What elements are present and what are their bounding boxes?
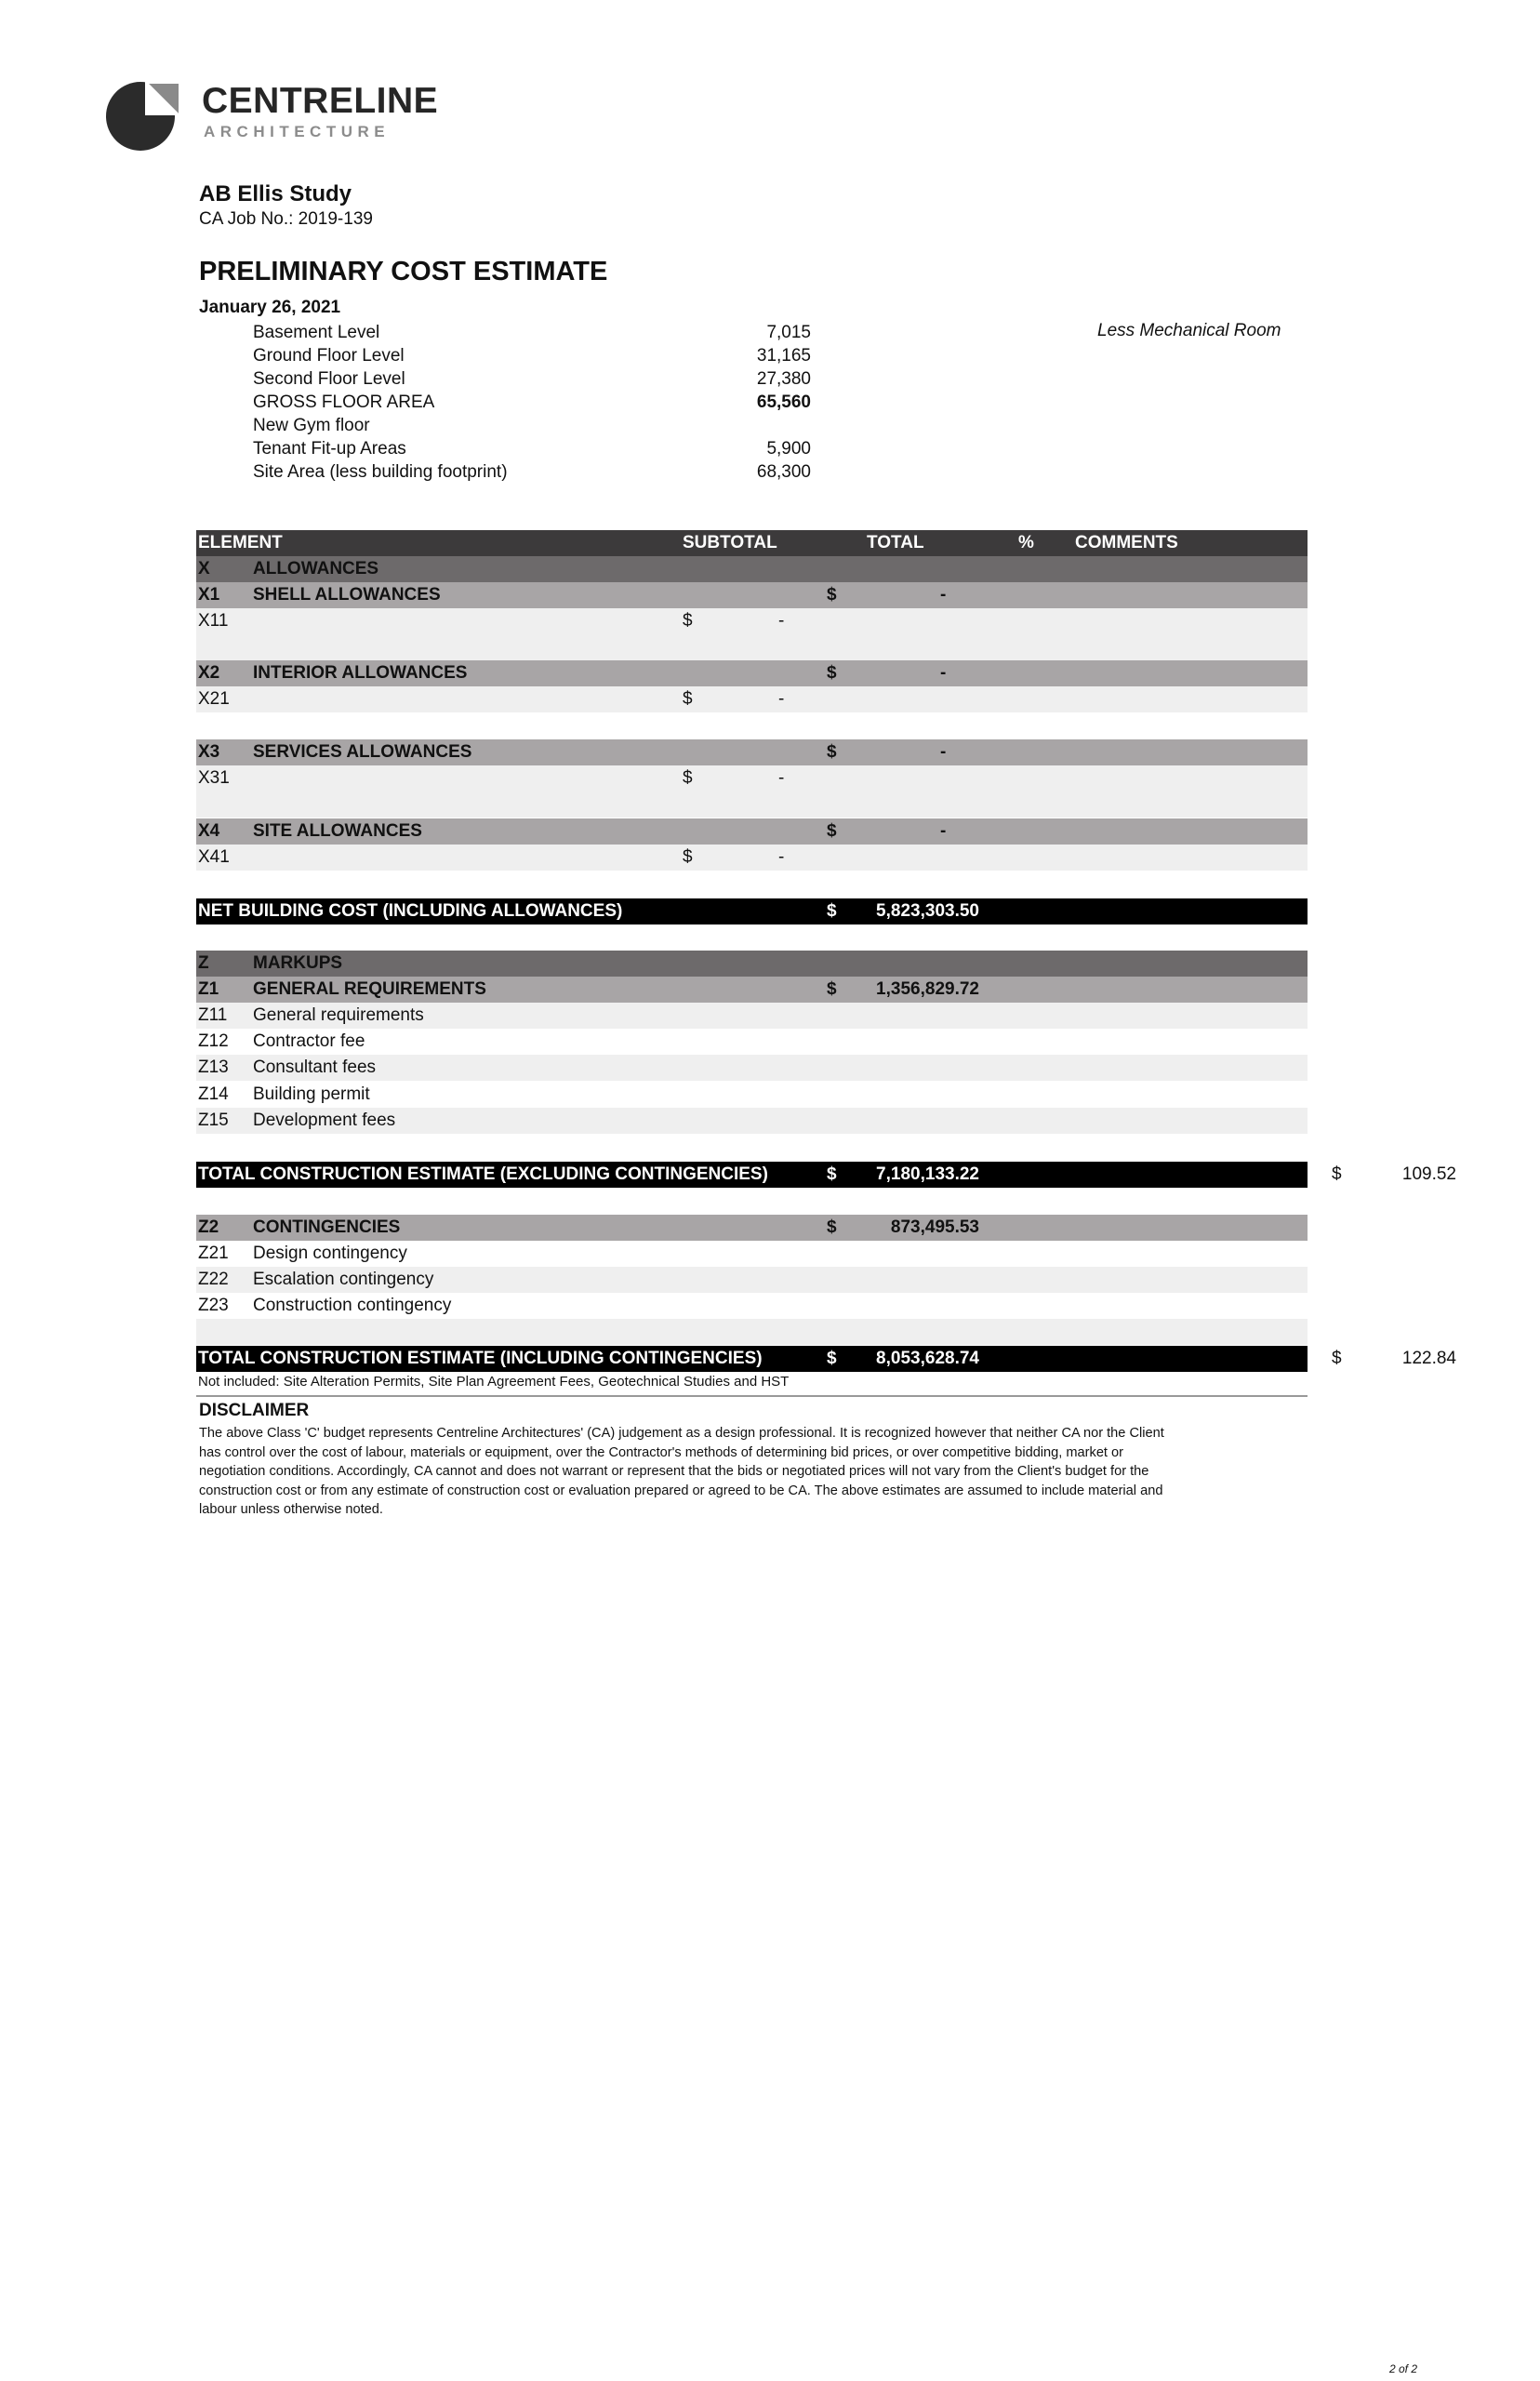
project-name: AB Ellis Study [199,181,352,206]
section-row [196,951,1308,977]
row-label: TOTAL CONSTRUCTION ESTIMATE (INCLUDING CONTINGENCIES) [198,1349,763,1368]
row-code: Z22 [198,1270,229,1289]
estimate-date: January 26, 2021 [199,298,341,317]
row-code: Z2 [198,1217,219,1237]
row-subtotal: - [778,611,785,631]
job-number: CA Job No.: 2019-139 [199,209,373,229]
header-percent: % [1018,533,1034,552]
row-name: Design contingency [253,1244,407,1263]
row-label: NET BUILDING COST (INCLUDING ALLOWANCES) [198,901,623,921]
area-note: Less Mechanical Room [1097,321,1281,340]
table-row [196,765,1308,791]
area-row [253,321,811,344]
row-name: General requirements [253,1005,424,1025]
table-row [196,1055,1308,1081]
area-row [253,414,811,437]
row-code: X41 [198,847,230,867]
row-name: SERVICES ALLOWANCES [253,742,472,762]
row-name: Development fees [253,1111,396,1130]
table-row [196,608,1308,634]
table-header [196,530,1308,556]
row-name: SHELL ALLOWANCES [253,585,441,605]
row-name: Construction contingency [253,1296,452,1315]
row-dollar: $ [827,663,837,683]
row-subtotal-dollar: $ [683,611,693,631]
row-code: Z11 [198,1005,228,1025]
area-label: New Gym floor [253,416,370,435]
row-code: Z21 [198,1244,229,1263]
table-row [196,1003,1308,1029]
row-name: Contractor fee [253,1031,365,1051]
table-row [196,1029,1308,1055]
area-value: 5,900 [766,439,811,459]
centreline-logo-icon [104,82,180,151]
row-code: X31 [198,768,230,788]
row-subtotal-dollar: $ [683,847,693,867]
row-label: TOTAL CONSTRUCTION ESTIMATE (EXCLUDING CONTINGENCIES) [198,1164,768,1184]
row-name: Consultant fees [253,1057,377,1077]
area-row [253,460,811,484]
area-label: Ground Floor Level [253,346,405,366]
cost-per-area-value: 122.84 [1401,1349,1456,1368]
row-subtotal-dollar: $ [683,689,693,709]
header-total: TOTAL [867,533,924,552]
row-code: X2 [198,663,220,683]
row-total: - [940,742,947,762]
total-excluding-contingencies-row [196,1162,1308,1188]
row-subtotal: - [778,768,785,788]
subsection-row [196,1215,1308,1241]
area-row [253,344,811,367]
table-row [196,1241,1308,1267]
header-comments: COMMENTS [1075,533,1178,552]
row-code: Z12 [198,1031,229,1051]
area-row [253,367,811,391]
area-value: 31,165 [756,346,811,366]
subsection-row [196,739,1308,765]
header-subtotal: SUBTOTAL [683,533,777,552]
row-total: - [940,663,947,683]
row-code: Z13 [198,1057,229,1077]
row-name: Escalation contingency [253,1270,434,1289]
area-label: Basement Level [253,323,380,342]
row-dollar: $ [827,821,837,841]
total-including-contingencies-row [196,1346,1308,1372]
row-subtotal: - [778,847,785,867]
row-code: Z14 [198,1084,229,1104]
logo-subtitle: ARCHITECTURE [204,123,391,140]
disclaimer-line: labour unless otherwise noted. [199,1502,383,1518]
row-subtotal: - [778,689,785,709]
row-name: GENERAL REQUIREMENTS [253,979,486,999]
table-row [196,845,1308,871]
cost-per-area-dollar: $ [1332,1349,1342,1368]
row-total: 873,495.53 [890,1217,979,1237]
row-name: CONTINGENCIES [253,1217,401,1237]
row-code: X1 [198,585,220,605]
area-value: 7,015 [766,323,811,342]
area-label: Second Floor Level [253,369,405,389]
spacer-row [196,634,1308,660]
table-row [196,686,1308,712]
net-building-cost-row [196,898,1308,924]
disclaimer-title: DISCLAIMER [199,1401,310,1420]
table-row [196,1108,1308,1134]
disclaimer-line: negotiation conditions. Accordingly, CA cannot and does not warrant or represent that the bids or negotiated prices will not vary from the Client's budget for the [199,1464,1149,1480]
row-total: - [940,585,947,605]
cost-per-area-value: 109.52 [1401,1164,1456,1184]
spacer-row [196,1319,1308,1345]
row-dollar: $ [827,979,837,999]
row-code: Z23 [198,1296,229,1315]
row-total: 5,823,303.50 [876,901,979,921]
row-name: INTERIOR ALLOWANCES [253,663,468,683]
row-code: X3 [198,742,220,762]
disclaimer-line: construction cost or from any estimate of construction cost or evaluation prepared or agreed to be CA. The above estimates are assumed to include material and [199,1483,1163,1498]
row-code: X21 [198,689,230,709]
cost-per-area-dollar: $ [1332,1164,1342,1184]
subsection-row [196,818,1308,845]
logo-wordmark: CENTRELINE [202,81,439,121]
area-label: Site Area (less building footprint) [253,462,508,482]
area-label: GROSS FLOOR AREA [253,392,435,412]
row-total: - [940,821,947,841]
disclaimer-line: has control over the cost of labour, materials or equipment, over the Contractor's methods of determining bid prices, or over competitive bidding, market or [199,1444,1124,1460]
row-dollar: $ [827,1217,837,1237]
area-value: 68,300 [756,462,811,482]
row-name: Building permit [253,1084,370,1104]
row-code: X4 [198,821,220,841]
subsection-row [196,660,1308,686]
area-row [253,437,811,460]
row-total: 1,356,829.72 [876,979,979,999]
row-dollar: $ [827,742,837,762]
page-number: 2 of 2 [1389,2362,1418,2375]
table-row [196,1082,1308,1108]
disclaimer-body [199,1424,1306,1520]
row-code: X [198,559,210,579]
row-dollar: $ [827,1349,837,1368]
document-title: PRELIMINARY COST ESTIMATE [199,257,608,286]
row-dollar: $ [827,901,837,921]
header-element: ELEMENT [198,533,283,552]
row-name: ALLOWANCES [253,559,379,579]
row-name: SITE ALLOWANCES [253,821,422,841]
disclaimer-line: The above Class 'C' budget represents Centreline Architectures' (CA) judgement as a design professional. It is recognized however that neither CA nor the Client [199,1426,1164,1441]
row-dollar: $ [827,1164,837,1184]
subsection-row [196,582,1308,608]
area-value: 27,380 [756,369,811,389]
not-included-note: Not included: Site Alteration Permits, Site Plan Agreement Fees, Geotechnical Studies and HST [198,1374,790,1390]
subsection-row [196,977,1308,1003]
row-code: X11 [198,611,229,631]
row-subtotal-dollar: $ [683,768,693,788]
row-code: Z [198,953,209,973]
area-value: 65,560 [756,392,811,412]
row-total: 7,180,133.22 [876,1164,979,1184]
section-row [196,556,1308,582]
row-dollar: $ [827,585,837,605]
row-code: Z15 [198,1111,229,1130]
table-row [196,1267,1308,1293]
area-row [253,391,811,414]
row-name: MARKUPS [253,953,343,973]
spacer-row [196,791,1308,818]
row-code: Z1 [198,979,219,999]
divider [196,1395,1308,1397]
area-label: Tenant Fit-up Areas [253,439,406,459]
table-row [196,1293,1308,1319]
row-total: 8,053,628.74 [876,1349,979,1368]
